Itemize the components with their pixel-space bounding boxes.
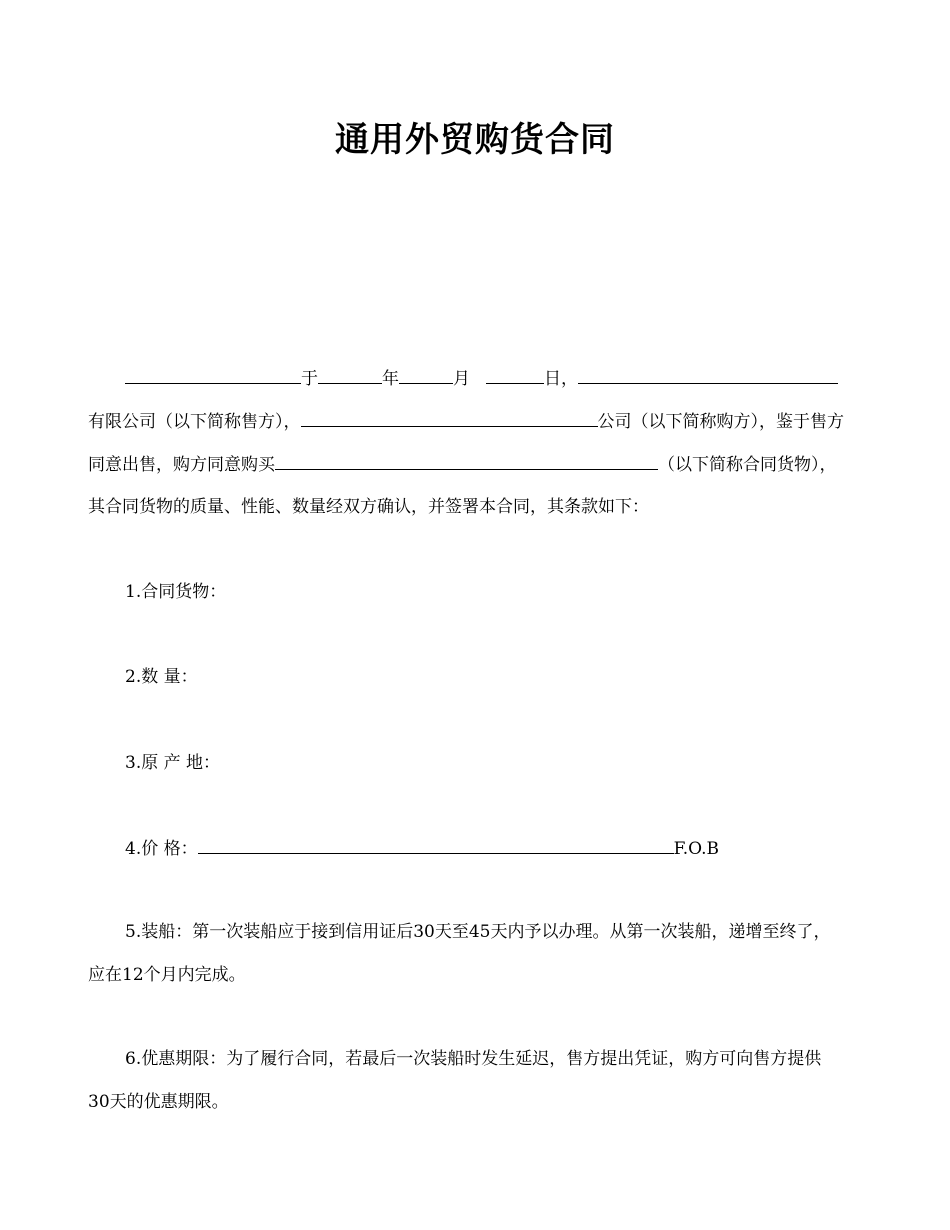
document-title: 通用外贸购货合同 — [335, 120, 615, 160]
clause-2: 2.数 量： — [125, 667, 198, 687]
clause-6-line-1: 6.优惠期限：为了履行合同，若最后一次装船时发生延迟，售方提出凭证，购方可向售方提供 — [125, 1049, 822, 1069]
goods-blank[interactable] — [275, 451, 658, 470]
price-label: 4.价 格： — [125, 839, 198, 859]
month-blank[interactable] — [399, 365, 453, 384]
intro-line-4: 其合同货物的质量、性能、数量经双方确认，并签署本合同，其条款如下： — [88, 497, 649, 517]
intro-line-1 — [125, 365, 905, 392]
day-label: 日， — [544, 369, 578, 389]
clause-4 — [125, 835, 905, 862]
seller-suffix: 有限公司（以下简称售方）， — [88, 412, 301, 432]
clause-5-line-2: 应在12个月内完成。 — [88, 965, 246, 985]
goods-suffix: （以下简称合同货物）， — [658, 455, 837, 475]
year-blank[interactable] — [318, 365, 382, 384]
intro-line-3 — [88, 451, 868, 478]
clause-1: 1.合同货物： — [125, 582, 227, 602]
seller-name-blank[interactable] — [578, 365, 838, 384]
clause-6-line-2: 30天的优惠期限。 — [88, 1092, 229, 1112]
price-blank[interactable] — [198, 835, 674, 854]
buyer-suffix: 公司（以下简称购方），鉴于售方 — [597, 412, 844, 432]
clause-3: 3.原 产 地： — [125, 753, 221, 773]
intro-line-2 — [88, 408, 868, 435]
party-date-blank[interactable] — [125, 365, 301, 384]
price-term: F.O.B — [673, 839, 720, 859]
day-blank[interactable] — [486, 365, 544, 384]
clause-5-line-1: 5.装船：第一次装船应于接到信用证后30天至45天内予以办理。从第一次装船，递增至终了， — [125, 922, 831, 942]
buyer-name-blank[interactable] — [301, 408, 598, 427]
month-label: 月 — [453, 369, 470, 389]
year-prefix: 于 — [301, 369, 318, 389]
agree-text: 同意出售，购方同意购买 — [88, 455, 275, 475]
year-label: 年 — [382, 369, 399, 389]
